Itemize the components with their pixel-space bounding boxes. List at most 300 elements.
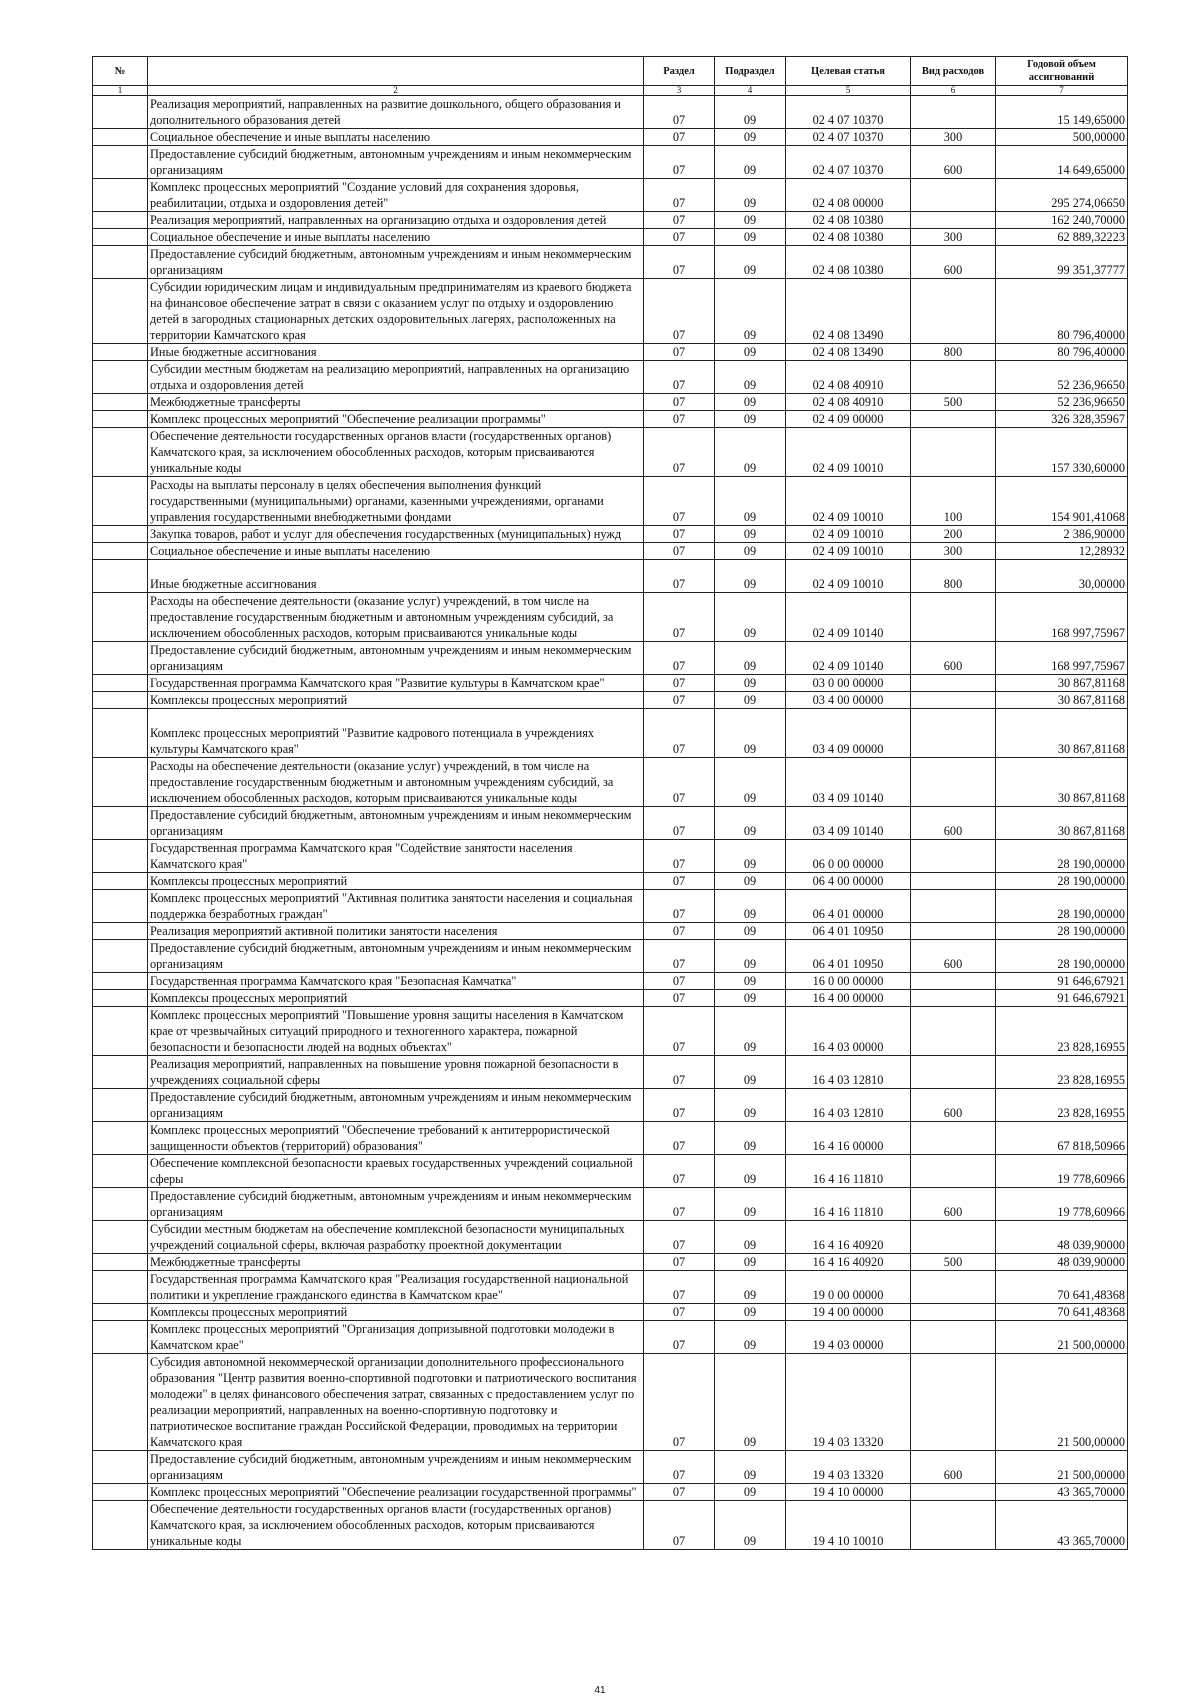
row-subsection: 09 [715,692,786,709]
table-row [93,1304,1128,1321]
row-name: Предоставление субсидий бюджетным, автономным учреждениям и иным некоммерческим организациям [148,1089,644,1122]
table-row [93,146,1128,179]
row-name: Реализация мероприятий активной политики занятости населения [148,923,644,940]
row-kind [911,890,996,923]
row-article: 16 4 03 00000 [786,1007,911,1056]
row-amount: 43 365,70000 [996,1501,1128,1550]
row-number-cell [93,675,148,692]
row-name: Расходы на обеспечение деятельности (оказание услуг) учреждений, в том числе на предоставление государственным бюджетным и автономным учреждениям субсидий, за исключением обособленных расходов, которым присваиваются уникальные коды [148,593,644,642]
row-article: 16 0 00 00000 [786,973,911,990]
row-number-cell [93,840,148,873]
row-section: 07 [644,873,715,890]
row-subsection: 09 [715,1188,786,1221]
row-subsection: 09 [715,675,786,692]
row-name: Предоставление субсидий бюджетным, автономным учреждениям и иным некоммерческим организациям [148,940,644,973]
row-amount: 67 818,50966 [996,1122,1128,1155]
row-number-cell [93,758,148,807]
row-section: 07 [644,1221,715,1254]
row-kind [911,1321,996,1354]
row-kind [911,179,996,212]
row-name: Комплексы процессных мероприятий [148,692,644,709]
row-name: Субсидии местным бюджетам на обеспечение комплексной безопасности муниципальных учреждений социальной сферы, включая разработку проектной документации [148,1221,644,1254]
row-article: 02 4 08 10380 [786,229,911,246]
row-amount: 30 867,81168 [996,758,1128,807]
row-subsection: 09 [715,1451,786,1484]
row-kind [911,1271,996,1304]
row-subsection: 09 [715,428,786,477]
table-row [93,344,1128,361]
header-kind: Вид расходов [911,57,996,86]
row-name: Субсидии местным бюджетам на реализацию мероприятий, направленных на организацию отдыха и оздоровления детей [148,361,644,394]
row-amount: 295 274,06650 [996,179,1128,212]
row-amount: 15 149,65000 [996,96,1128,129]
row-kind: 800 [911,344,996,361]
row-subsection: 09 [715,973,786,990]
row-subsection: 09 [715,146,786,179]
row-kind: 600 [911,1089,996,1122]
row-number-cell [93,146,148,179]
row-subsection: 09 [715,279,786,344]
table-row [93,709,1128,758]
row-subsection: 09 [715,709,786,758]
row-amount: 99 351,37777 [996,246,1128,279]
row-section: 07 [644,246,715,279]
row-subsection: 09 [715,179,786,212]
row-section: 07 [644,940,715,973]
row-article: 02 4 09 10010 [786,560,911,593]
row-kind: 200 [911,526,996,543]
table-row [93,361,1128,394]
table-row [93,477,1128,526]
row-number-cell [93,940,148,973]
table-row [93,1271,1128,1304]
row-amount: 154 901,41068 [996,477,1128,526]
row-subsection: 09 [715,477,786,526]
row-kind: 600 [911,940,996,973]
row-article: 03 0 00 00000 [786,675,911,692]
row-article: 02 4 09 10010 [786,526,911,543]
row-number-cell [93,543,148,560]
row-article: 02 4 08 10380 [786,212,911,229]
row-article: 16 4 16 11810 [786,1155,911,1188]
row-subsection: 09 [715,96,786,129]
row-number-cell [93,923,148,940]
row-section: 07 [644,1007,715,1056]
row-amount: 28 190,00000 [996,890,1128,923]
row-amount: 19 778,60966 [996,1155,1128,1188]
row-kind: 800 [911,560,996,593]
row-amount: 52 236,96650 [996,361,1128,394]
row-article: 16 4 16 00000 [786,1122,911,1155]
row-number-cell [93,526,148,543]
row-name: Обеспечение комплексной безопасности краевых государственных учреждений социальной сферы [148,1155,644,1188]
row-subsection: 09 [715,990,786,1007]
row-section: 07 [644,279,715,344]
row-section: 07 [644,361,715,394]
table-row [93,1155,1128,1188]
row-subsection: 09 [715,1304,786,1321]
row-amount: 23 828,16955 [996,1056,1128,1089]
row-section: 07 [644,758,715,807]
row-article: 19 4 10 10010 [786,1501,911,1550]
table-row [93,1007,1128,1056]
page-number: 41 [594,1685,606,1696]
row-amount: 21 500,00000 [996,1321,1128,1354]
row-kind [911,96,996,129]
row-section: 07 [644,212,715,229]
row-kind [911,1304,996,1321]
row-amount: 157 330,60000 [996,428,1128,477]
header-num: № [93,57,148,86]
row-kind [911,411,996,428]
row-section: 07 [644,394,715,411]
table-row [93,1254,1128,1271]
row-amount: 14 649,65000 [996,146,1128,179]
row-section: 07 [644,807,715,840]
row-number-cell [93,229,148,246]
row-section: 07 [644,973,715,990]
table-row [93,246,1128,279]
row-amount: 30 867,81168 [996,692,1128,709]
row-article: 03 4 09 00000 [786,709,911,758]
row-number-cell [93,890,148,923]
row-section: 07 [644,840,715,873]
row-amount: 30 867,81168 [996,675,1128,692]
row-article: 06 0 00 00000 [786,840,911,873]
row-amount: 91 646,67921 [996,973,1128,990]
row-subsection: 09 [715,129,786,146]
row-section: 07 [644,1354,715,1451]
row-subsection: 09 [715,361,786,394]
row-name: Расходы на выплаты персоналу в целях обеспечения выполнения функций государственными (муниципальными) органами, казенными учреждениями, органами управления государственными внебюджетными фондами [148,477,644,526]
row-section: 07 [644,477,715,526]
row-section: 07 [644,1188,715,1221]
row-subsection: 09 [715,1271,786,1304]
row-section: 07 [644,1484,715,1501]
row-subsection: 09 [715,1056,786,1089]
row-kind [911,923,996,940]
table-row [93,212,1128,229]
row-name: Комплекс процессных мероприятий "Обеспечение реализации государственной программы" [148,1484,644,1501]
column-number-row [93,86,1128,96]
row-kind: 600 [911,246,996,279]
budget-table [92,56,1128,1550]
row-name: Государственная программа Камчатского края "Реализация государственной национальной политики и укрепление гражданского единства в Камчатском крае" [148,1271,644,1304]
row-name: Социальное обеспечение и иные выплаты населению [148,129,644,146]
row-number-cell [93,212,148,229]
row-name: Предоставление субсидий бюджетным, автономным учреждениям и иным некоммерческим организациям [148,1451,644,1484]
row-kind [911,1221,996,1254]
row-amount: 30 867,81168 [996,709,1128,758]
row-section: 07 [644,1451,715,1484]
row-article: 02 4 09 10010 [786,428,911,477]
row-name: Комплексы процессных мероприятий [148,873,644,890]
row-kind: 300 [911,229,996,246]
row-article: 19 0 00 00000 [786,1271,911,1304]
row-name: Предоставление субсидий бюджетным, автономным учреждениям и иным некоммерческим организациям [148,246,644,279]
row-name: Предоставление субсидий бюджетным, автономным учреждениям и иным некоммерческим организациям [148,1188,644,1221]
row-name: Комплекс процессных мероприятий "Обеспечение реализации программы" [148,411,644,428]
row-section: 07 [644,344,715,361]
row-subsection: 09 [715,229,786,246]
row-amount: 500,00000 [996,129,1128,146]
row-section: 07 [644,1304,715,1321]
table-row [93,560,1128,593]
row-name: Предоставление субсидий бюджетным, автономным учреждениям и иным некоммерческим организациям [148,642,644,675]
row-article: 02 4 08 40910 [786,394,911,411]
row-section: 07 [644,96,715,129]
row-kind [911,675,996,692]
row-article: 02 4 08 10380 [786,246,911,279]
table-row [93,411,1128,428]
table-row [93,973,1128,990]
column-number: 2 [148,86,644,96]
column-number: 1 [93,86,148,96]
table-row [93,1451,1128,1484]
header-amount: Годовой объем ассигнований [996,57,1128,86]
row-subsection: 09 [715,1089,786,1122]
table-row [93,543,1128,560]
table-row [93,940,1128,973]
row-name: Комплекс процессных мероприятий "Создание условий для сохранения здоровья, реабилитации, отдыха и оздоровления детей" [148,179,644,212]
row-kind [911,428,996,477]
row-amount: 28 190,00000 [996,940,1128,973]
row-section: 07 [644,229,715,246]
row-section: 07 [644,411,715,428]
table-row [93,1122,1128,1155]
row-article: 19 4 03 13320 [786,1354,911,1451]
row-section: 07 [644,890,715,923]
row-number-cell [93,990,148,1007]
row-name: Государственная программа Камчатского края "Безопасная Камчатка" [148,973,644,990]
row-kind [911,758,996,807]
row-section: 07 [644,642,715,675]
row-number-cell [93,1321,148,1354]
column-number: 4 [715,86,786,96]
row-number-cell [93,560,148,593]
row-number-cell [93,1155,148,1188]
row-article: 03 4 09 10140 [786,758,911,807]
row-name: Комплекс процессных мероприятий "Обеспечение требований к антитеррористической защищенности объектов (территорий) образования" [148,1122,644,1155]
row-name: Социальное обеспечение и иные выплаты населению [148,543,644,560]
row-name: Государственная программа Камчатского края "Развитие культуры в Камчатском крае" [148,675,644,692]
row-subsection: 09 [715,1007,786,1056]
row-amount: 52 236,96650 [996,394,1128,411]
row-section: 07 [644,543,715,560]
row-kind: 600 [911,1451,996,1484]
row-article: 16 4 16 11810 [786,1188,911,1221]
row-name: Предоставление субсидий бюджетным, автономным учреждениям и иным некоммерческим организациям [148,146,644,179]
row-number-cell [93,1271,148,1304]
row-subsection: 09 [715,642,786,675]
row-amount: 19 778,60966 [996,1188,1128,1221]
row-article: 16 4 00 00000 [786,990,911,1007]
row-section: 07 [644,560,715,593]
table-row [93,229,1128,246]
table-body [93,96,1128,1550]
row-amount: 28 190,00000 [996,923,1128,940]
row-amount: 23 828,16955 [996,1089,1128,1122]
row-number-cell [93,1484,148,1501]
row-section: 07 [644,1254,715,1271]
row-subsection: 09 [715,807,786,840]
row-subsection: 09 [715,1221,786,1254]
row-name: Расходы на обеспечение деятельности (оказание услуг) учреждений, в том числе на предоставление государственным бюджетным и автономным учреждениям субсидий, за исключением обособленных расходов, которым присваиваются уникальные коды [148,758,644,807]
row-amount: 23 828,16955 [996,1007,1128,1056]
row-section: 07 [644,1271,715,1304]
row-kind: 300 [911,543,996,560]
row-kind: 100 [911,477,996,526]
row-article: 03 4 09 10140 [786,807,911,840]
row-name: Закупка товаров, работ и услуг для обеспечения государственных (муниципальных) нужд [148,526,644,543]
row-subsection: 09 [715,840,786,873]
row-subsection: 09 [715,1254,786,1271]
row-name: Межбюджетные трансферты [148,394,644,411]
row-subsection: 09 [715,344,786,361]
row-amount: 70 641,48368 [996,1304,1128,1321]
row-section: 07 [644,593,715,642]
row-article: 16 4 16 40920 [786,1254,911,1271]
row-section: 07 [644,526,715,543]
row-article: 02 4 09 10140 [786,642,911,675]
row-name: Субсидии юридическим лицам и индивидуальным предпринимателям из краевого бюджета на финансовое обеспечение затрат в связи с оказанием услуг по отдыху и оздоровлению детей в загородных стационарных детских оздоровительных лагерях, расположенных на территории Камчатского края [148,279,644,344]
table-row [93,96,1128,129]
row-article: 02 4 09 10010 [786,543,911,560]
row-number-cell [93,1122,148,1155]
row-name: Обеспечение деятельности государственных органов власти (государственных органов) Камчатского края, за исключением обособленных расходов, которым присваиваются уникальные коды [148,1501,644,1550]
row-kind [911,990,996,1007]
row-section: 07 [644,709,715,758]
table-row [93,923,1128,940]
row-subsection: 09 [715,543,786,560]
row-number-cell [93,344,148,361]
row-name: Реализация мероприятий, направленных на повышение уровня пожарной безопасности в учреждениях социальной сферы [148,1056,644,1089]
header-article: Целевая статья [786,57,911,86]
row-amount: 48 039,90000 [996,1221,1128,1254]
row-number-cell [93,96,148,129]
header-row [93,57,1128,86]
row-subsection: 09 [715,940,786,973]
table-row [93,1056,1128,1089]
row-article: 16 4 16 40920 [786,1221,911,1254]
row-number-cell [93,1089,148,1122]
row-amount: 80 796,40000 [996,344,1128,361]
row-name: Социальное обеспечение и иные выплаты населению [148,229,644,246]
row-number-cell [93,1254,148,1271]
row-article: 02 4 08 00000 [786,179,911,212]
row-number-cell [93,1501,148,1550]
row-subsection: 09 [715,1484,786,1501]
row-amount: 91 646,67921 [996,990,1128,1007]
row-number-cell [93,394,148,411]
row-article: 02 4 07 10370 [786,146,911,179]
row-name: Комплекс процессных мероприятий "Развитие кадрового потенциала в учреждениях культуры Камчатского края" [148,709,644,758]
row-number-cell [93,692,148,709]
row-subsection: 09 [715,526,786,543]
row-article: 19 4 10 00000 [786,1484,911,1501]
row-amount: 48 039,90000 [996,1254,1128,1271]
row-section: 07 [644,1155,715,1188]
row-amount: 62 889,32223 [996,229,1128,246]
row-kind: 300 [911,129,996,146]
column-number: 7 [996,86,1128,96]
row-amount: 2 386,90000 [996,526,1128,543]
row-number-cell [93,1188,148,1221]
row-subsection: 09 [715,411,786,428]
row-subsection: 09 [715,1155,786,1188]
table-row [93,1188,1128,1221]
row-amount: 43 365,70000 [996,1484,1128,1501]
row-kind [911,973,996,990]
row-kind [911,279,996,344]
row-number-cell [93,1354,148,1451]
row-name: Комплексы процессных мероприятий [148,1304,644,1321]
row-amount: 21 500,00000 [996,1354,1128,1451]
row-subsection: 09 [715,1122,786,1155]
row-article: 19 4 03 00000 [786,1321,911,1354]
row-article: 16 4 03 12810 [786,1089,911,1122]
row-subsection: 09 [715,758,786,807]
row-kind: 600 [911,1188,996,1221]
row-subsection: 09 [715,923,786,940]
row-name: Иные бюджетные ассигнования [148,560,644,593]
row-section: 07 [644,129,715,146]
row-number-cell [93,973,148,990]
row-subsection: 09 [715,1321,786,1354]
row-section: 07 [644,179,715,212]
row-kind [911,840,996,873]
row-section: 07 [644,675,715,692]
header-name [148,57,644,86]
table-row [93,428,1128,477]
row-amount: 28 190,00000 [996,840,1128,873]
row-kind [911,1056,996,1089]
row-number-cell [93,1304,148,1321]
header-subsection: Подраздел [715,57,786,86]
row-section: 07 [644,1089,715,1122]
row-subsection: 09 [715,394,786,411]
row-article: 06 4 00 00000 [786,873,911,890]
column-number: 6 [911,86,996,96]
row-article: 02 4 08 13490 [786,344,911,361]
table-row [93,1089,1128,1122]
row-article: 02 4 07 10370 [786,129,911,146]
row-section: 07 [644,990,715,1007]
row-kind [911,361,996,394]
table-row [93,642,1128,675]
row-subsection: 09 [715,246,786,279]
row-subsection: 09 [715,873,786,890]
row-article: 02 4 09 10010 [786,477,911,526]
row-subsection: 09 [715,560,786,593]
row-section: 07 [644,692,715,709]
table-row [93,1501,1128,1550]
row-kind [911,593,996,642]
row-name: Реализация мероприятий, направленных на организацию отдыха и оздоровления детей [148,212,644,229]
row-article: 03 4 00 00000 [786,692,911,709]
table-row [93,1221,1128,1254]
row-amount: 30 867,81168 [996,807,1128,840]
row-section: 07 [644,1321,715,1354]
row-article: 02 4 09 10140 [786,593,911,642]
column-number: 5 [786,86,911,96]
row-number-cell [93,593,148,642]
row-number-cell [93,1221,148,1254]
row-amount: 12,28932 [996,543,1128,560]
table-row [93,526,1128,543]
row-name: Комплексы процессных мероприятий [148,990,644,1007]
row-number-cell [93,642,148,675]
